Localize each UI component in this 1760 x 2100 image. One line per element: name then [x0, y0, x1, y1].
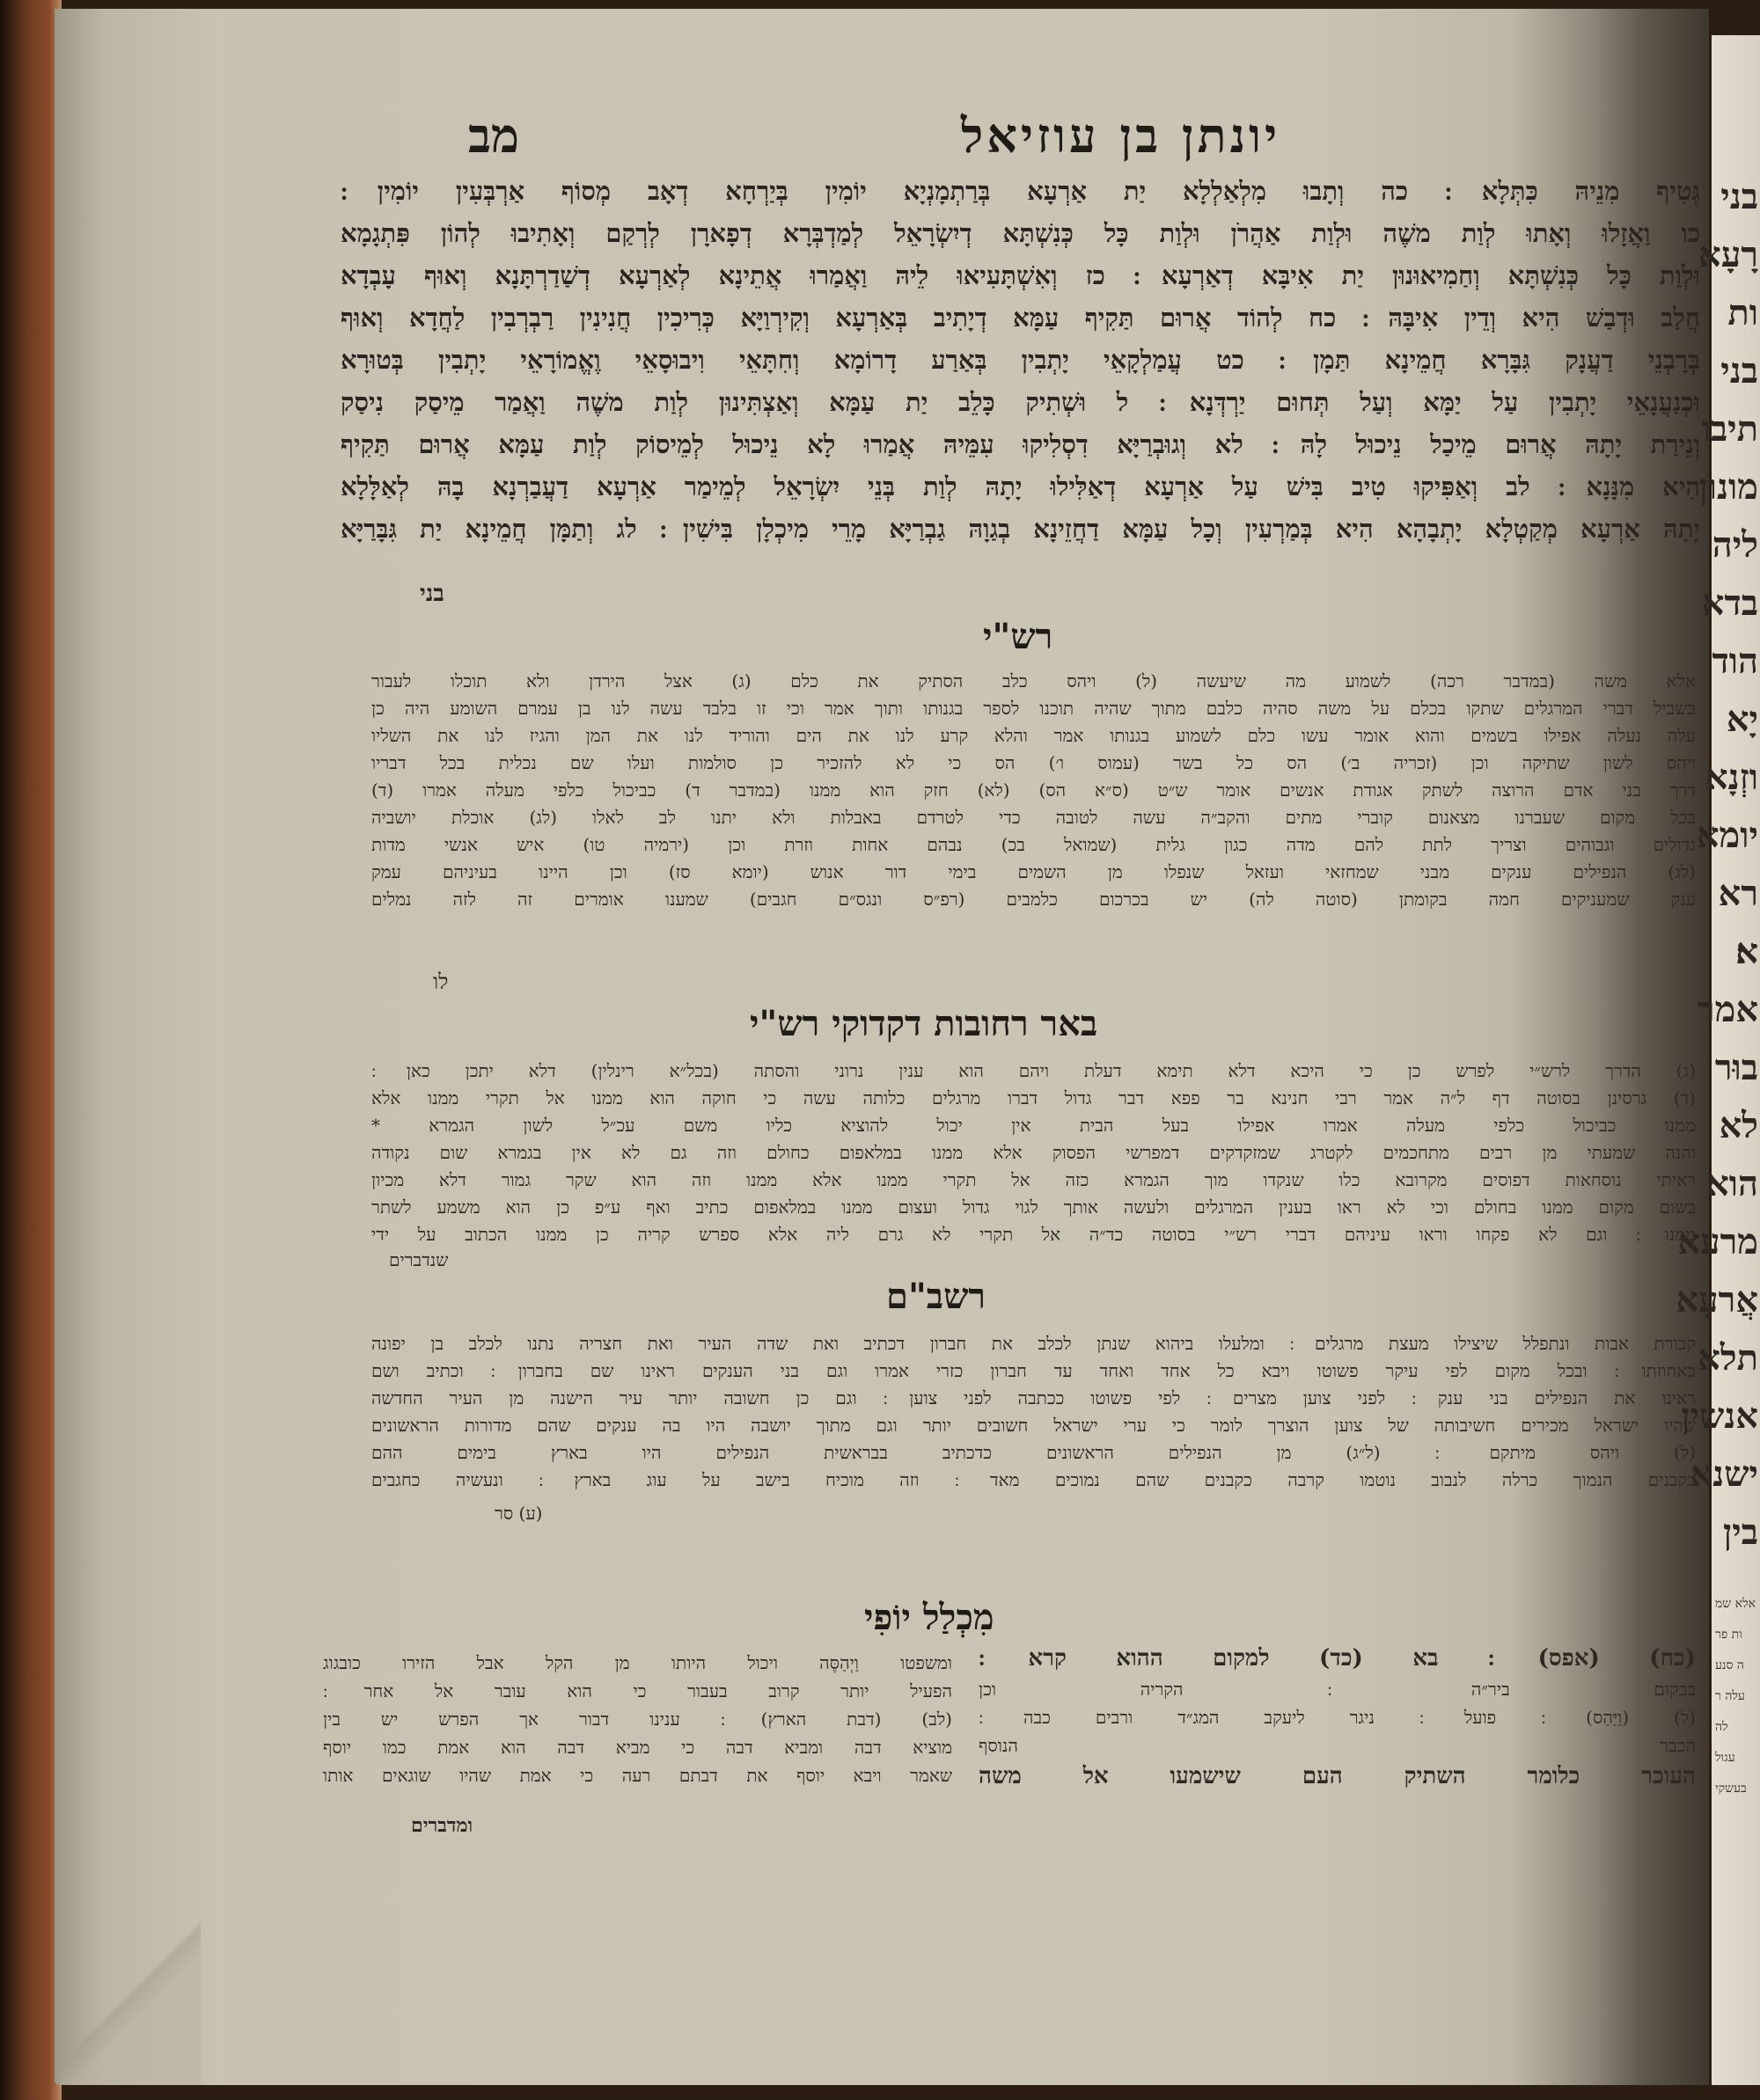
rashi-commentary	[371, 670, 1696, 916]
rashi-line: אלא משה (במדבר רכה) לשמוע מה שיעשה (ל) ויהס כלב הסתיק את כלם (ג) אצל הירדן ולא תוכלו לעבור	[371, 670, 1696, 691]
rashi-line: בכל מקום שעברנו מצאנום קוברי מתים והקב״ה עשה לטובה כדי לטרדם באבלות ולא יתנו לב לאלו (לג) אוכלת יושביה	[371, 807, 1696, 828]
rashi-line: עלה נעלה אפילו בשמים והוא אומר עשו כלם לשמוע בגנותו אמר והלא קרע לנו את הים והוריד לנו את המן והגיז לנו את השליו	[371, 725, 1696, 746]
catchword: בני	[420, 581, 444, 607]
running-head-title: יונתן בן עוזיאל	[961, 107, 1281, 164]
facing-line: ליה	[1712, 524, 1758, 566]
rashbam-line: שהיו ישראל מכירים חשיבותה של צוען הוצרך לומר כי ערי ישראל חשובים יותר וגם מתוך יושבה היו בה ענקים שהם מדורות הראשונים	[371, 1415, 1697, 1436]
rashi-title: רש"י	[983, 616, 1053, 657]
beer-line: ממנו ׃ וגם לא פקחו וראו עיניהם דברי רש״י בסוטה כד״ה אל תקרי לא גרם ליה אלא ספרש קריה כן ממנו הכתוב על ידי	[371, 1224, 1696, 1245]
mikhlal-line: (כח) (אפס) ׃ בא (כד) למקום ההוא קרא ׃	[979, 1645, 1696, 1672]
targum-line: כו וַאֲזָלוּ וְאָתוּ לְוַת משֶׁה וּלְוַת אַהֲרֹן וּלְוַת כָּל כְּנִשְׁתָּא דְיִשְׂרָאֵל לְמַדְבְּרָא דְפָארָן לְרְקַם וְאָתִיבוּ לְהוֹן פִּתְגָמָא	[341, 218, 1700, 248]
facing-line: מרעא	[1677, 1221, 1758, 1262]
mikhlal-line: הכבר הנוסף	[979, 1735, 1696, 1756]
facing-page-edge	[1676, 35, 1760, 2085]
beer-title: באר רחובות דקדוקי רש"י	[750, 1003, 1098, 1044]
facing-line: אמר	[1697, 989, 1758, 1030]
targum-line: וְנֵירַת יָתָהּ אֲרוּם מֵיכַל נֵיכוּל לָהּ ׃ לא וְגוּבְרַיָּא דִסְלִיקוּ עִמֵּיהּ אֲמַרוּ לָא נֵיכוּל לְמֵיסוֹק לְוַת עַמָּא אֲרוּם תַּקִיף	[341, 429, 1700, 459]
targum-text	[341, 176, 1700, 556]
mikhlal-line: שאמר ויבא יוסף את דבתם רעה כי אמת שהיו שוגאים אותו	[323, 1765, 952, 1786]
facing-small-line: עגול	[1715, 1751, 1735, 1765]
rashbam-commentary	[371, 1333, 1696, 1496]
facing-line: א׃	[1735, 931, 1758, 972]
rashi-line: בשביל דברי המרגלים שתקו בכלם על משה סהיה כלבם מתוך שהיה תוכנו לספר בגנותו ותוך אמר וכי זו בלבד עשה לנו בן עמרם השומע היה כן	[371, 698, 1696, 719]
mikhlal-line: ומשפטו וַיְהַסֶּה ויכול היותו מן הקל אבל הזירו כובגוג	[323, 1652, 952, 1673]
page-corner-fold	[60, 1909, 201, 2085]
facing-line: בני	[1720, 176, 1758, 217]
mikhlal-left-column	[323, 1652, 952, 1793]
rashbam-tail: (ע) סר	[495, 1503, 543, 1524]
facing-line: אנשין	[1681, 1395, 1758, 1437]
mikhlal-right-column	[979, 1645, 1696, 1796]
facing-line: בוּר	[1714, 1047, 1758, 1088]
mikhlal-line: העוכר כלומר השתיק העם שישמעו אל משה	[979, 1763, 1696, 1789]
facing-line: בני	[1720, 350, 1758, 391]
rashbam-line: קבורת אבות ונתפלל שיצילו מעצת מרגלים ׃ ומלעלו ביהוא שנתן לכלב את חברון דכתיב ואת שדה העיר ואת חצריה נתנו לכלב בן יפונה	[371, 1333, 1696, 1354]
facing-line: יָא	[1726, 699, 1758, 740]
rashbam-line: באחוזתו ׃ ובכל מקום לפי עיקר פשוטו ויבא כל אחד ואחד עד חברון כזרי אמרו וגם בני הענקים ראינו שם בחברון ׃ וכתיב ושם	[371, 1360, 1696, 1381]
facing-line: הוא	[1706, 1163, 1758, 1204]
targum-line: וּלְוַת כָּל כְּנִשְׁתָּא וְחַמִיאוּנוּן יַת אִיבָּא דְאַרְעָא ׃ כז וְאִשְׁתָּעִיאוּ לֵיהּ וַאֲמַרוּ אֲתֵינָא לְאַרְעָא דְשַׁדַרְתָּנָא וְאוּף עָבְדָא	[341, 260, 1700, 290]
beer-line: ראיתי נוסחאות דפוסים מקרובא כלו שנקדו מוך הגמרא כזה אל תקרי ממנו אלא ממנו וזה הוא שקר גמור דלא מכיון	[371, 1169, 1696, 1190]
rashi-line: (לג) הנפילים ענקים מבני שמחזאי ועזאל שנפלו מן השמים בימי דור אנוש (יומא סז) וכן היינו בעיניהם עמק	[371, 861, 1696, 882]
beer-tail: שנדברים	[389, 1249, 449, 1270]
facing-small-line: בעשקי	[1715, 1782, 1747, 1796]
facing-line: מונון	[1698, 466, 1758, 508]
facing-line: וזְנָא	[1705, 757, 1758, 798]
beer-line: ממנו כביכול כלפי מעלה אמרו אפילו בעל הבית אין יכול להוציא כליו משם עכ״ל לשון הגמרא *	[371, 1115, 1696, 1136]
rashbam-line: ראינו את הנפילים בני ענק ׃ לפני צוען מצרים ׃ לפי פשוטו ככתבה לפני צוען ׃ וגם כן חשובה יותר עיר הישנה מן העיר החדשה	[371, 1387, 1696, 1409]
facing-small-line: ה סנע	[1715, 1658, 1744, 1672]
facing-small-line: לה	[1715, 1720, 1728, 1734]
targum-line: גְּטִיף מִנֵיהּ כִּתְּלָא ׃ כה וְתָבוּ מִלְאַלְלָא יַת אַרְעָא בְּרַתְמָנְיָא יוֹמִין בְּיַרְחָא דְאָב מְסוֹף אַרְבְּעִין יוֹמִין ׃	[341, 176, 1700, 206]
facing-small-line: עלה ר	[1715, 1689, 1745, 1703]
beer-line: (ד) גרסינן בסוטה דף ל״ה אמר רבי חנינא בר פפא דבר גדול דברו מרגלים כלותה עשה כי חוקה הוא ממנו אל תקרי ממנו אלא	[371, 1087, 1696, 1109]
rashi-line: דרך בני אדם הרוצה לשתק אגודת אנשים אומר ש״ט (ס״א הס) (לא) חזק הוא ממנו (במדבר ד) כביכול כלפי מעלה אמרו (ד)	[371, 779, 1696, 801]
targum-line: חֲלַב וּדְבַשׁ הִיא וְדֵין אִיבָּהּ ׃ כח לְהוֹד אֲרוּם תַּקִיף עַמָּא דְיָתִיב בְּאַרְעָא וְקִירְוַיָּא כְּרִיכִין חֲנִינִין רַבְרְבִין לַחֲדָא וְאוּף	[341, 303, 1700, 333]
facing-line: רָעָא	[1698, 234, 1758, 275]
rashi-line: ויהס לשון שתיקה וכן (זכריה ב׳) הס כל בשר (עמוס ו׳) הס כי לא להזכיר כן סולמות ועלו שם נכלית בכל דבריו	[371, 752, 1696, 773]
book-cover-edge	[0, 0, 62, 2100]
mikhlal-tail: ומדברים	[411, 1814, 473, 1837]
rashi-line: ענק שמעניקים חמה בקומתן (סוטה לה) יש בכרכום כלמבים (רפ״ס ונגס״ם חגבים) שמענו אומרים זה לזה נמלים	[371, 889, 1696, 910]
mikhlal-line: הפעיל יותר קרוב בעבור כי הוא עובר אל אחר ׃	[323, 1680, 952, 1701]
targum-line: הִיא מִנָּנָא ׃ לב וְאַפִּיקוּ טִיב בִּישׁ עַל אַרְעָא דְאַלִּילוּ יָתָהּ לְוַת בְּנֵי יִשְׂרָאֵל לְמֵימַר אַרְעָא דַעֲבַרְנָא בָהּ לְאַלָּלָא	[341, 472, 1700, 501]
beer-line: (ג) הדרך לרש״י לפרש כן כי היכא דלא תימא דעלת ויהם הוא ענין נרוני והסתה (בכל״א רינלין) דלא יתכן כאן ׃	[371, 1060, 1696, 1081]
mikhlal-line: בבקום ביר״ה ׃ הקריה וכן	[979, 1679, 1696, 1700]
rashi-line: גדולים וגבוהים וצריך לתת להם מדה כגון גלית (שמואל בכ) נבהם אחות וזרת וכן (ירמיה טו) איש אנשי מדות	[371, 834, 1696, 855]
facing-line: תיבו	[1701, 408, 1758, 450]
facing-line: רא	[1718, 873, 1758, 914]
mikhlal-line: מוציא דבה ומביא דבה כי מביא דבה הוא אמת כמו יוסף	[323, 1737, 952, 1758]
folio-number: מב	[468, 107, 520, 164]
targum-line: בְּרָבְנֵי דַעֲנָק גִּבָּרָא חֲמֵינָא תַּמָן ׃ כט עֲמַלְקָאֵי יָתְבִין בְּאַרַע דָרוֹמָא וְחִתָּאֵי וִיבוּסָאֵי וֶאֱמוֹרָאֵי יָתְבִין בְּטוּרָא	[341, 345, 1700, 375]
targum-line: יָתָהּ אַרְעָא מְקַטְלָא יָתְבָהָא הִיא בְּמַרְעִין וְכָל עַמָּא דַחֲזֵינָא בְגַוָהּ גַבְרַיָּא מָרֵי מִיכְלָן בִּישִׁין ׃ לג וְתַמָּן חֲמֵינָא יַת גִּבָּרַיָּא	[341, 514, 1700, 544]
facing-line: תלא	[1698, 1337, 1758, 1379]
rashbam-line: בקבנים הנמוך כרלה לנבוב נוטמו קרבה כקבנים שהם נמוכים מאד ׃ וזה מוכיח בישב על עוג בארץ ׃ ונעשיה כחגבים	[371, 1469, 1697, 1490]
facing-line: ות	[1727, 292, 1758, 333]
mikhlal-line: (לב) (דבת הארץ) ׃ ענינו דבור אך הפרש יש בין	[323, 1709, 952, 1730]
rashi-tail: לו	[433, 970, 449, 994]
facing-line: בין	[1723, 1511, 1758, 1553]
beer-line: בשום מקום ממנו בחולם וכי לא ראו בענין המרגלים ולעשה אותך לגוי גדול ועצום ממנו במלאפום כתיב ואף ע״פ כן הוא משמע לשתר	[371, 1196, 1696, 1218]
facing-line: בדא	[1701, 582, 1758, 624]
rashbam-title: רשב"ם	[886, 1276, 986, 1317]
facing-line: הוד	[1712, 640, 1758, 682]
facing-small-line: ות פר	[1715, 1628, 1742, 1642]
targum-line: וּכְנַעֲנָאֵי יָתְבִין עַל יַמָּא וְעַל תְּחוּם יַרְדְּנָא ׃ ל וּשְׁתִיק כָּלֵב יַת עַמָּא וְאַצְתִּינוּן לְוַת משֶׁה וַאֲמַר מֵיסַק נִיסַק	[341, 387, 1700, 417]
facing-small-line: אלא שמ	[1715, 1597, 1756, 1611]
beer-commentary	[371, 1060, 1696, 1251]
facing-line: יומא	[1696, 815, 1758, 856]
beer-line: והנה שמעתי מן רבים מתחכמים לקטרג שמזקדקים דמפרשי הפסוק אלא ממנו במלאפום כחולם וזה גם לא אין בגמרא שום נקודה	[371, 1142, 1696, 1163]
rashbam-line: (ל) ויהס מיתקם ׃ (ל״ג) מן הנפילים הראשונים כדכתיב בבראשית הנפילים היו בארץ בימים ההם	[371, 1442, 1696, 1463]
facing-line: ישנא	[1690, 1453, 1758, 1495]
facing-line: אֲרעָא	[1676, 1279, 1758, 1321]
facing-line: לא	[1719, 1105, 1758, 1146]
mikhlal-title: מִכְלַל יוֹפִי	[864, 1597, 994, 1638]
mikhlal-line: (ל) (וַיַּהַס) ׃ פועל ׃ ניגר ליעקב המג״ד ורבים כבה ׃	[979, 1707, 1696, 1728]
book-page	[55, 9, 1709, 2085]
